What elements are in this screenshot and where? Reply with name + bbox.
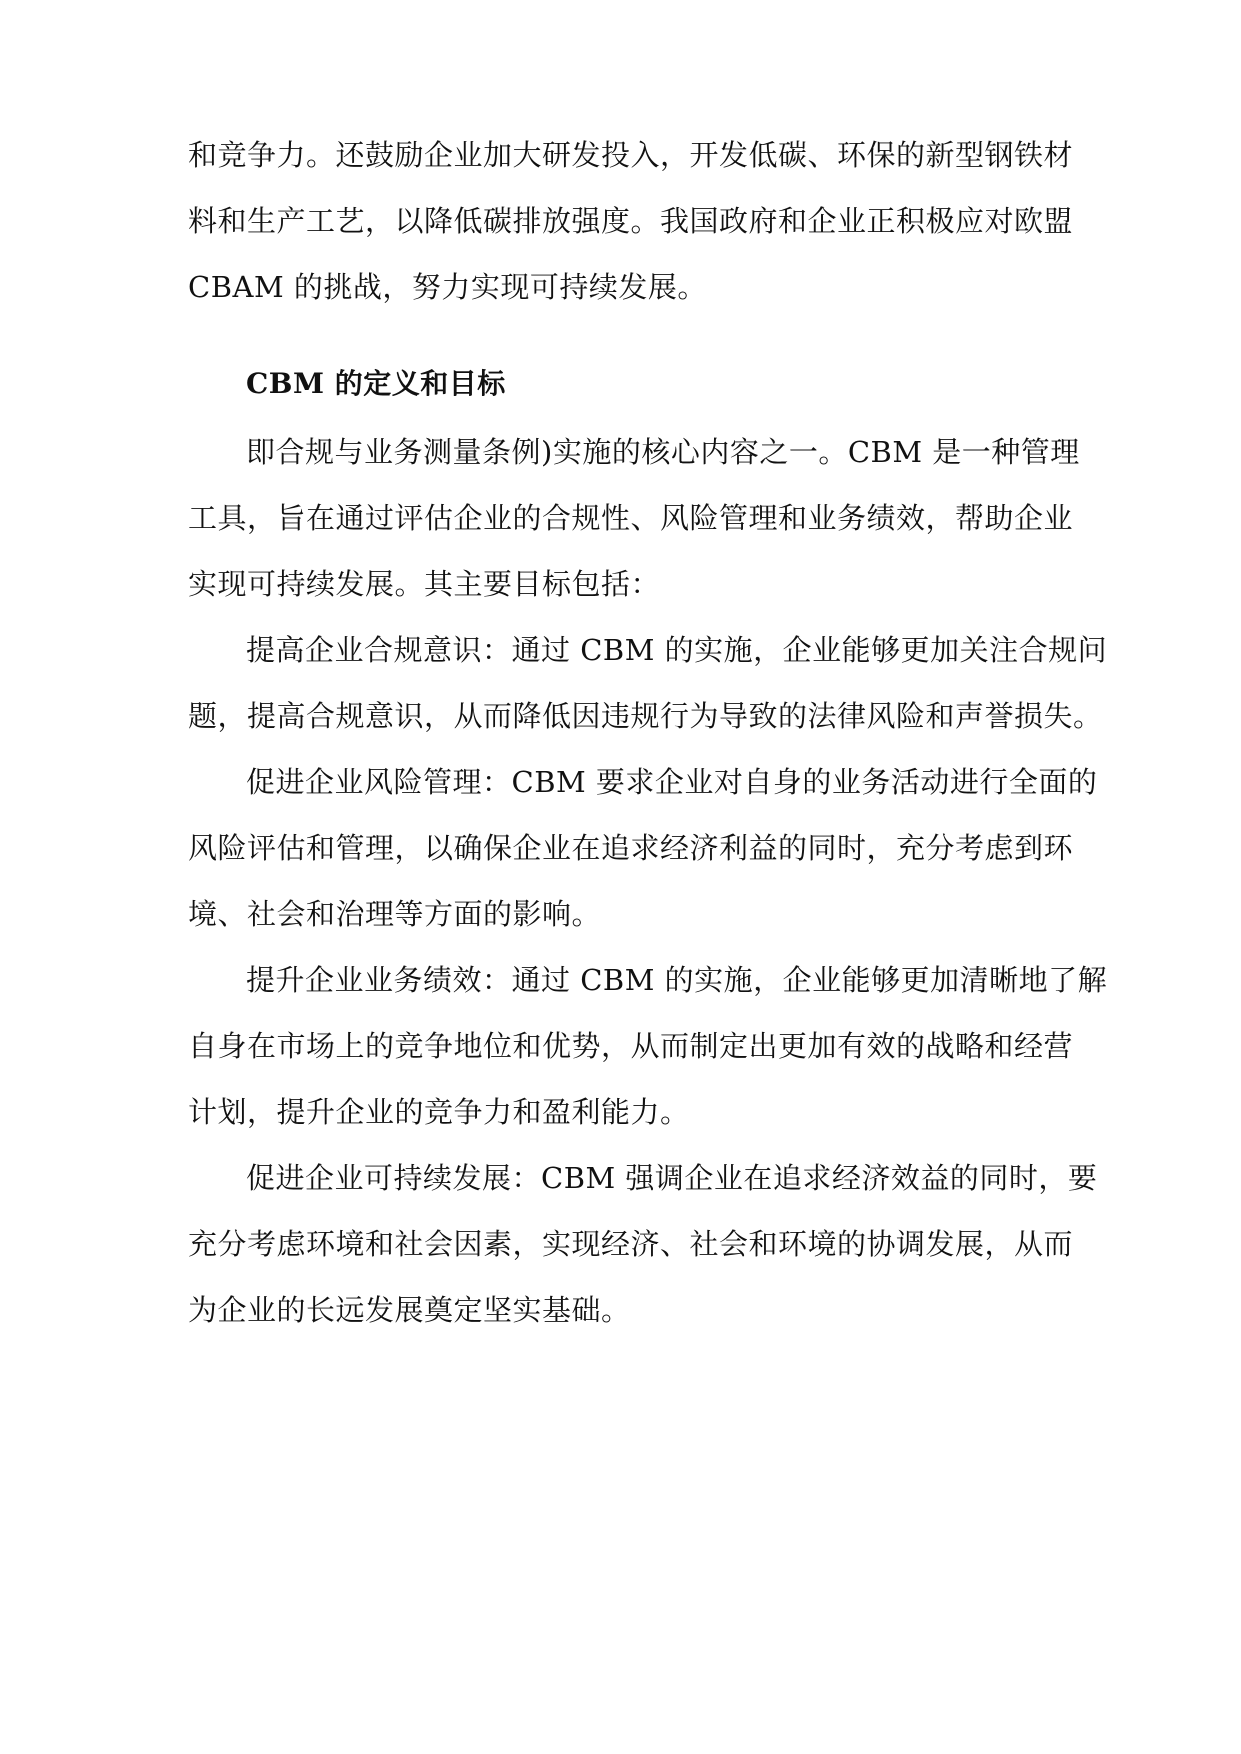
paragraph-5-line-3: 为企业的长远发展奠定坚实基础。 [188,1293,631,1327]
paragraph-1-line-1: 即合规与业务测量条例)实施的核心内容之一。CBM 是一种管理 [246,435,1080,469]
section-heading: CBM 的定义和目标 [246,367,506,400]
paragraph-3-line-1: 促进企业风险管理：CBM 要求企业对自身的业务活动进行全面的 [246,765,1098,799]
paragraph-5-line-2: 充分考虑环境和社会因素，实现经济、社会和环境的协调发展，从而 [188,1227,1074,1261]
paragraph-5-line-1: 促进企业可持续发展：CBM 强调企业在追求经济效益的同时，要 [246,1161,1098,1195]
paragraph-1-line-3: 实现可持续发展。其主要目标包括： [188,567,661,601]
intro-line-3: CBAM 的挑战，努力实现可持续发展。 [188,270,707,304]
paragraph-4-line-1: 提升企业业务绩效：通过 CBM 的实施，企业能够更加清晰地了解 [246,963,1108,997]
paragraph-4-line-3: 计划，提升企业的竞争力和盈利能力。 [188,1095,690,1129]
paragraph-3-line-2: 风险评估和管理，以确保企业在追求经济利益的同时，充分考虑到环 [188,831,1074,865]
paragraph-2-line-1: 提高企业合规意识：通过 CBM 的实施，企业能够更加关注合规问 [246,633,1108,667]
paragraph-2-line-2: 题，提高合规意识，从而降低因违规行为导致的法律风险和声誉损失。 [188,699,1103,733]
intro-line-2: 料和生产工艺，以降低碳排放强度。我国政府和企业正积极应对欧盟 [188,204,1074,238]
paragraph-3-line-3: 境、社会和治理等方面的影响。 [188,897,602,931]
paragraph-4-line-2: 自身在市场上的竞争地位和优势，从而制定出更加有效的战略和经营 [188,1029,1074,1063]
intro-line-1: 和竞争力。还鼓励企业加大研发投入，开发低碳、环保的新型钢铁材 [188,138,1074,172]
paragraph-1-line-2: 工具，旨在通过评估企业的合规性、风险管理和业务绩效，帮助企业 [188,501,1074,535]
